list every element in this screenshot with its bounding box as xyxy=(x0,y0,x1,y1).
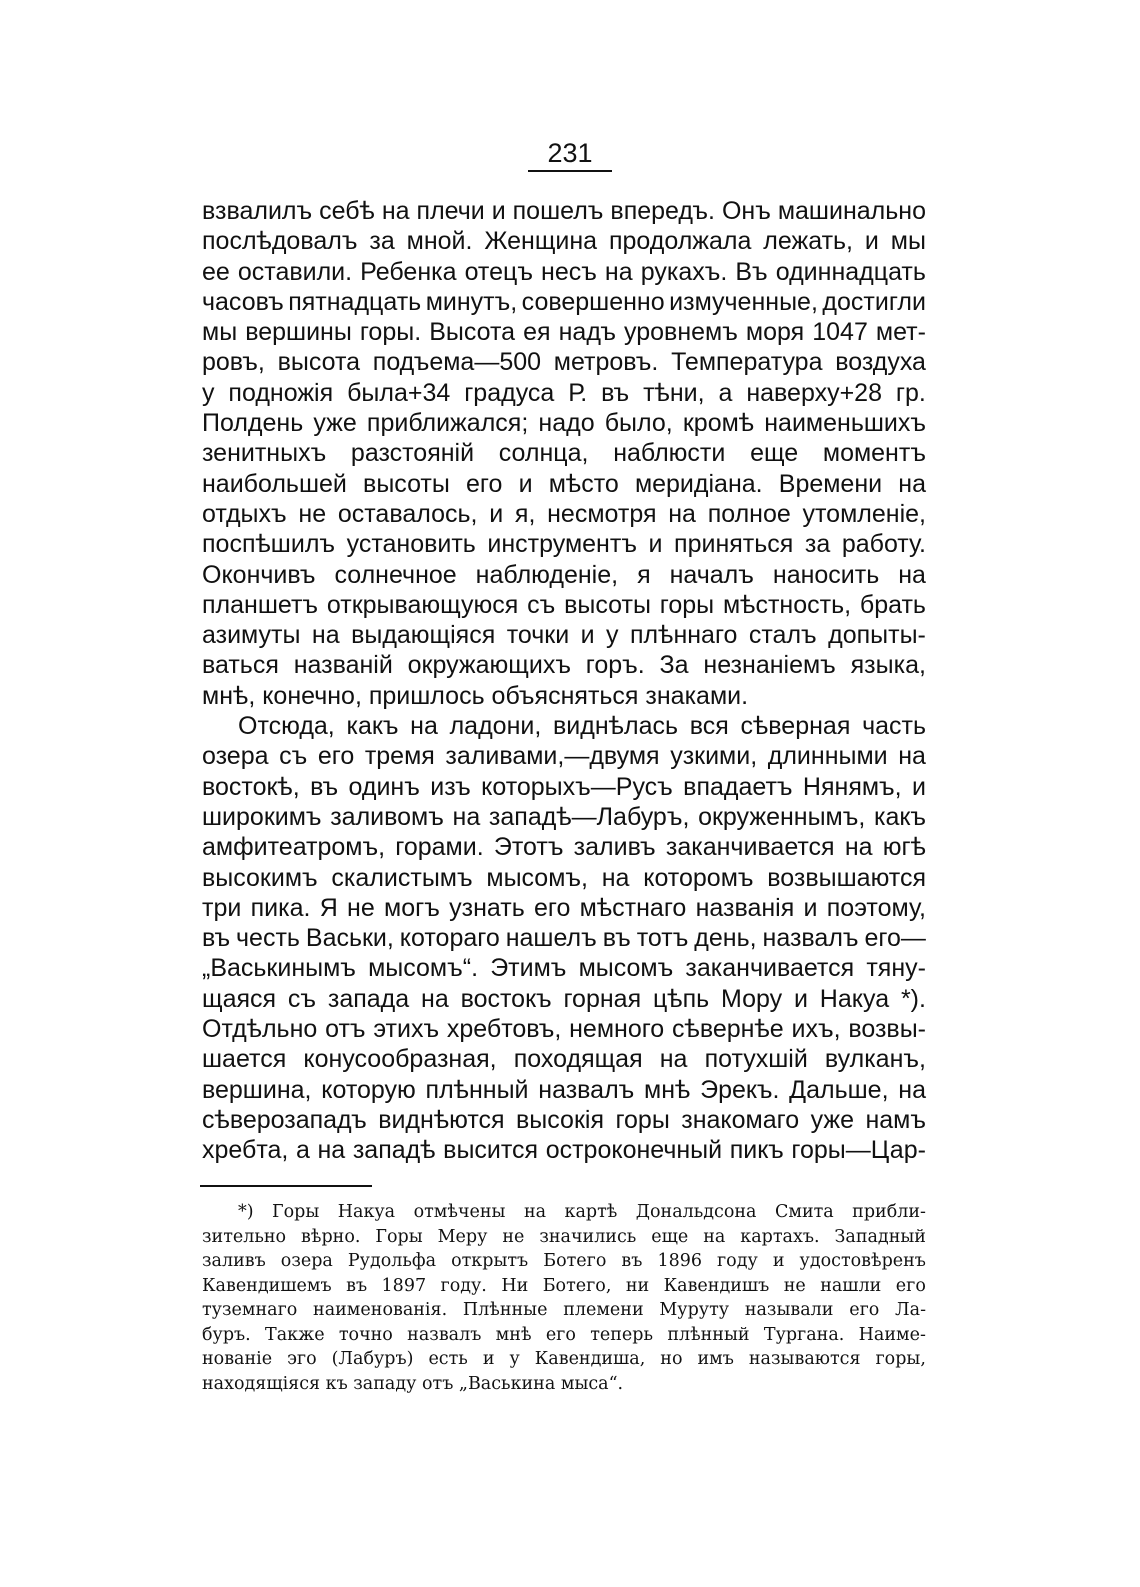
footnote-line: нованіе эго (Лабуръ) есть и у Кавендиша, но имъ называются горы, xyxy=(202,1349,926,1369)
text-line: послѣдовалъ за мной. Женщина продолжала лежать, и мы xyxy=(202,227,926,256)
text-line: щаяся съ запада на востокъ горная цѣпь Мору и Накуа *). xyxy=(202,984,926,1013)
text-line: у подножія была+34 градуса Р. въ тѣни, а наверху+28 гр. xyxy=(202,378,926,407)
text-line: „Васькинымъ мысомъ“. Этимъ мысомъ заканчивается тяну- xyxy=(202,954,926,983)
main-text xyxy=(202,196,926,1166)
footnote-line: туземнаго наименованія. Плѣнные племени Муруту называли его Ла- xyxy=(202,1300,926,1320)
text-line: отдыхъ не оставалось, и я, несмотря на полное утомленіе, xyxy=(202,499,926,528)
footnote-line: *) Горы Накуа отмѣчены на картѣ Дональдсона Смита прибли- xyxy=(238,1202,926,1222)
text-line: ровъ, высота подъема—500 метровъ. Температура воздуха xyxy=(202,348,926,377)
text-line: шается конусообразная, походящая на потухшій вулканъ, xyxy=(202,1045,926,1074)
footnote-rule xyxy=(200,1185,372,1187)
text-line: высокимъ скалистымъ мысомъ, на которомъ возвышаются xyxy=(202,863,926,892)
text-line: мнѣ, конечно, пришлось объясняться знаками. xyxy=(202,681,749,710)
page-number-rule xyxy=(528,170,612,172)
text-line: ее оставили. Ребенка отецъ несъ на рукахъ. Въ одиннадцать xyxy=(202,257,926,286)
footnote-line: зительно вѣрно. Горы Меру не значились еще на картахъ. Западный xyxy=(202,1226,926,1247)
text-line: Отдѣльно отъ этихъ хребтовъ, немного сѣвернѣе ихъ, возвы- xyxy=(202,1015,926,1044)
text-line: три пика. Я не могъ узнать его мѣстнаго названія и поэтому, xyxy=(202,893,926,922)
text-line: планшетъ открывающуюся съ высоты горы мѣстность, брать xyxy=(202,590,926,619)
text-line: востокѣ, въ одинъ изъ которыхъ—Русъ впадаетъ Нянямъ, и xyxy=(202,772,926,801)
text-line: хребта, а на западѣ высится остроконечный пикъ горы—Цар- xyxy=(202,1136,926,1165)
text-line: зенитныхъ разстояній солнца, наблюсти еще моментъ xyxy=(202,439,926,468)
text-line: сѣверозападъ виднѣются высокія горы знакомаго уже намъ xyxy=(202,1105,926,1134)
text-line: озера съ его тремя заливами,—двумя узкими, длинными на xyxy=(202,742,926,771)
text-line: мы вершины горы. Высота ея надъ уровнемъ моря 1047 мет- xyxy=(202,318,926,347)
text-line: въ честь Васьки, котораго нашелъ въ тотъ день, назвалъ его— xyxy=(202,924,926,953)
text-line: ваться названій окружающихъ горъ. За незнаніемъ языка, xyxy=(202,651,926,680)
footnote-line: буръ. Также точно назвалъ мнѣ его теперь плѣнный Тургана. Наиме- xyxy=(202,1324,926,1345)
text-line: Отсюда, какъ на ладони, виднѣлась вся сѣверная часть xyxy=(238,712,926,741)
text-line: наибольшей высоты его и мѣсто меридіана. Времени на xyxy=(202,469,926,498)
footnote-line: находящіяся къ западу отъ „Васькина мыса“. xyxy=(202,1373,624,1394)
footnote-line: заливъ озера Рудольфа открытъ Ботего въ 1896 году и удостовѣренъ xyxy=(202,1251,926,1271)
text-line: вершина, которую плѣнный назвалъ мнѣ Эрекъ. Дальше, на xyxy=(202,1075,926,1104)
text-line: Полдень уже приближался; надо было, кромѣ наименьшихъ xyxy=(202,409,926,438)
text-line: амфитеатромъ, горами. Этотъ заливъ заканчивается на югѣ xyxy=(202,833,926,862)
text-line: поспѣшилъ установить инструментъ и приняться за работу. xyxy=(202,530,926,559)
page-number: 231 xyxy=(547,138,593,168)
footnote-line: Кавендишемъ въ 1897 году. Ни Ботего, ни Кавендишъ не нашли его xyxy=(202,1275,926,1296)
text-line: Окончивъ солнечное наблюденіе, я началъ наносить на xyxy=(202,560,926,589)
footnote xyxy=(202,1200,926,1396)
text-line: взвалилъ себѣ на плечи и пошелъ впередъ. Онъ машинально xyxy=(202,197,926,225)
text-line: часовъ пятнадцать минутъ, совершенно измученные, достигли xyxy=(202,287,926,316)
text-line: азимуты на выдающіяся точки и у плѣннаго сталъ допыты- xyxy=(202,621,926,650)
text-line: широкимъ заливомъ на западѣ—Лабуръ, окруженнымъ, какъ xyxy=(202,802,926,831)
